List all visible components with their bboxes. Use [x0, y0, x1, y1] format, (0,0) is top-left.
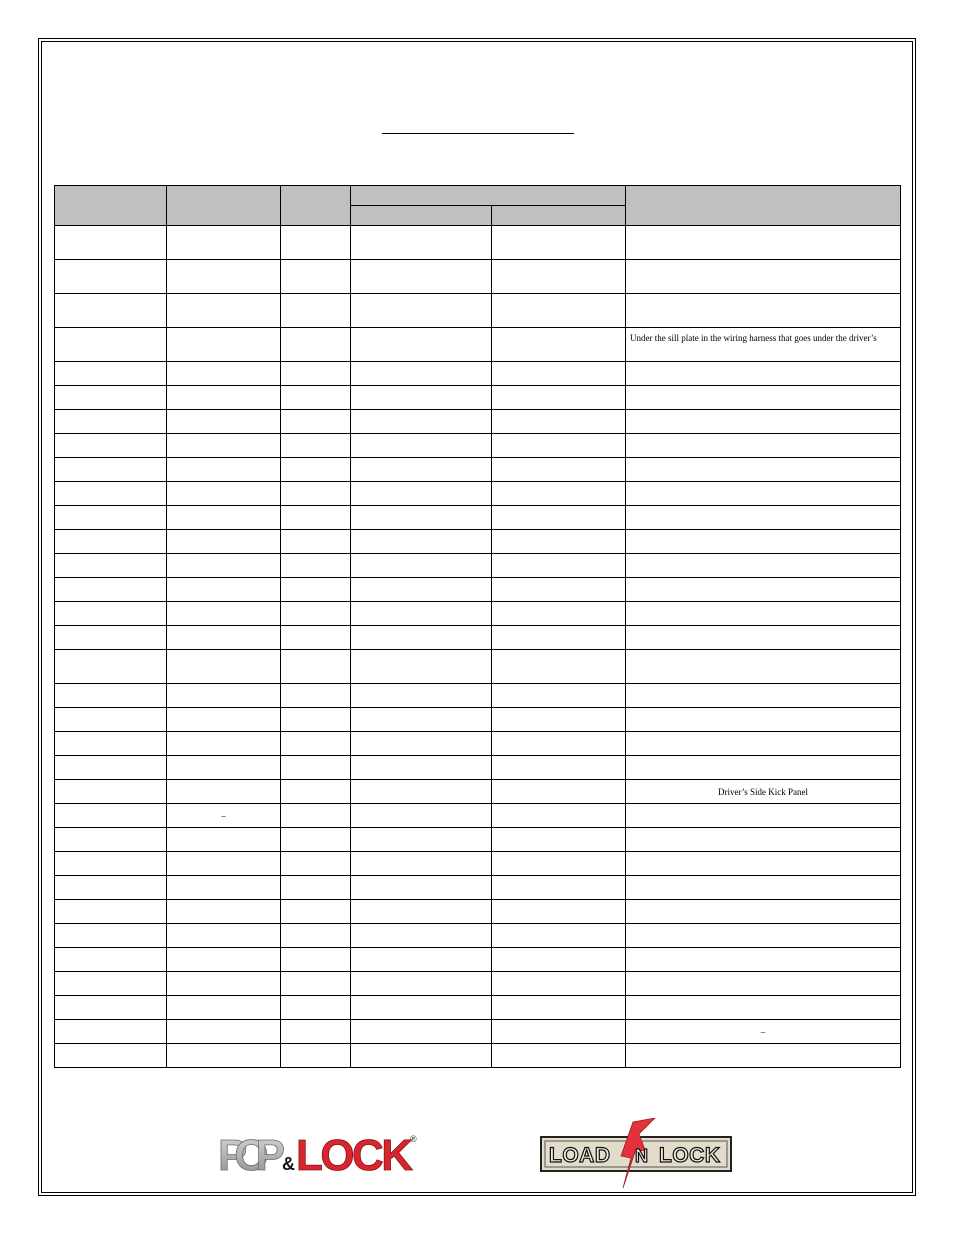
table-cell — [167, 996, 281, 1020]
table-row — [55, 328, 901, 362]
location-cell — [626, 554, 901, 578]
table-cell: – — [167, 804, 281, 828]
location-cell — [626, 996, 901, 1020]
table-cell — [281, 410, 351, 434]
table-cell — [167, 386, 281, 410]
table-cell — [351, 530, 492, 554]
title-underline — [382, 133, 574, 134]
table-cell — [492, 828, 626, 852]
table-cell — [351, 294, 492, 328]
table-cell — [492, 756, 626, 780]
location-cell — [626, 482, 901, 506]
table-cell — [167, 434, 281, 458]
logo-n-text: N — [635, 1146, 648, 1166]
table-cell — [281, 482, 351, 506]
table-cell — [351, 260, 492, 294]
location-cell — [626, 1044, 901, 1068]
table-cell — [351, 506, 492, 530]
table-cell — [167, 482, 281, 506]
table-cell — [281, 876, 351, 900]
table-cell — [55, 602, 167, 626]
table-cell — [167, 458, 281, 482]
table-row — [55, 828, 901, 852]
table-row — [55, 948, 901, 972]
table-cell — [281, 852, 351, 876]
table-cell — [492, 602, 626, 626]
header-cell — [626, 186, 901, 226]
table-cell — [167, 1044, 281, 1068]
table-cell — [492, 1020, 626, 1044]
table-cell — [281, 1020, 351, 1044]
table-cell — [55, 996, 167, 1020]
table-cell — [492, 708, 626, 732]
table-cell — [351, 852, 492, 876]
table-cell — [55, 684, 167, 708]
table-cell — [167, 410, 281, 434]
table-cell — [55, 1044, 167, 1068]
table-cell — [55, 732, 167, 756]
location-cell — [626, 948, 901, 972]
table-cell — [281, 732, 351, 756]
table-cell — [281, 924, 351, 948]
location-cell — [626, 458, 901, 482]
table-row — [55, 458, 901, 482]
table-cell — [55, 294, 167, 328]
table-cell — [351, 972, 492, 996]
table-cell — [492, 482, 626, 506]
location-cell: Under the sill plate in the wiring harness that goes under the driver’s — [626, 328, 901, 362]
table-cell — [167, 362, 281, 386]
table-cell — [492, 948, 626, 972]
table-cell — [281, 260, 351, 294]
table-cell — [351, 328, 492, 362]
table-cell — [351, 602, 492, 626]
location-cell — [626, 828, 901, 852]
table-cell — [281, 530, 351, 554]
table-cell — [492, 410, 626, 434]
table-row — [55, 708, 901, 732]
location-cell — [626, 972, 901, 996]
table-cell — [167, 948, 281, 972]
table-cell — [492, 996, 626, 1020]
table-body — [55, 226, 901, 1068]
table-cell — [492, 732, 626, 756]
table-cell — [492, 362, 626, 386]
table-cell — [167, 328, 281, 362]
table-cell — [55, 900, 167, 924]
header-subcell — [351, 206, 492, 226]
table-cell — [492, 924, 626, 948]
header-cell-group — [351, 186, 626, 206]
table-row — [55, 650, 901, 684]
table-row — [55, 876, 901, 900]
table-row — [55, 294, 901, 328]
table-row — [55, 756, 901, 780]
table-row — [55, 804, 901, 828]
table-cell — [281, 602, 351, 626]
table-cell — [351, 780, 492, 804]
location-cell — [626, 626, 901, 650]
table-cell — [351, 996, 492, 1020]
table-cell — [351, 482, 492, 506]
header-cell — [167, 186, 281, 226]
table-cell — [167, 626, 281, 650]
table-row — [55, 996, 901, 1020]
location-cell: – — [626, 1020, 901, 1044]
table-cell — [492, 458, 626, 482]
header-cell — [281, 186, 351, 226]
table-row — [55, 1044, 901, 1068]
table-cell — [167, 972, 281, 996]
table-cell — [492, 328, 626, 362]
table-cell — [351, 578, 492, 602]
table-cell — [281, 386, 351, 410]
table-cell — [281, 328, 351, 362]
logo-amp-text: & — [282, 1154, 295, 1174]
table-cell — [167, 554, 281, 578]
table-cell — [281, 650, 351, 684]
table-cell — [281, 434, 351, 458]
table-cell — [167, 578, 281, 602]
table-row — [55, 626, 901, 650]
table-cell — [167, 530, 281, 554]
table-cell — [167, 602, 281, 626]
table-row — [55, 602, 901, 626]
table-cell — [167, 780, 281, 804]
table-row — [55, 482, 901, 506]
table-cell — [167, 708, 281, 732]
table-cell — [281, 362, 351, 386]
table-cell — [492, 226, 626, 260]
table-cell — [55, 362, 167, 386]
table-cell — [351, 650, 492, 684]
table-row — [55, 434, 901, 458]
location-cell — [626, 900, 901, 924]
location-cell — [626, 260, 901, 294]
table-cell — [55, 924, 167, 948]
table-cell — [281, 554, 351, 578]
location-cell — [626, 530, 901, 554]
table-cell — [281, 458, 351, 482]
location-cell — [626, 852, 901, 876]
table-cell — [55, 530, 167, 554]
table-cell — [167, 650, 281, 684]
table-cell — [55, 852, 167, 876]
table-cell — [55, 554, 167, 578]
location-cell — [626, 708, 901, 732]
table-cell — [167, 732, 281, 756]
table-cell — [281, 972, 351, 996]
location-cell — [626, 410, 901, 434]
table-cell — [492, 852, 626, 876]
table-cell — [55, 708, 167, 732]
table-cell — [351, 708, 492, 732]
table-cell — [167, 924, 281, 948]
table-cell — [281, 226, 351, 260]
location-cell — [626, 362, 901, 386]
table-cell — [281, 948, 351, 972]
table-row — [55, 506, 901, 530]
table-cell — [55, 650, 167, 684]
table-cell — [492, 780, 626, 804]
table-cell — [55, 260, 167, 294]
table-cell — [492, 530, 626, 554]
location-cell — [626, 650, 901, 684]
table-cell — [281, 780, 351, 804]
table-cell — [55, 410, 167, 434]
location-cell — [626, 226, 901, 260]
location-cell — [626, 804, 901, 828]
table-row — [55, 226, 901, 260]
table-cell — [492, 506, 626, 530]
location-cell — [626, 506, 901, 530]
header-cell — [55, 186, 167, 226]
table-cell — [492, 386, 626, 410]
table-cell — [55, 578, 167, 602]
table-cell — [55, 226, 167, 260]
table-cell — [55, 756, 167, 780]
table-cell — [351, 828, 492, 852]
table-cell — [167, 828, 281, 852]
header-subcell — [492, 206, 626, 226]
location-cell — [626, 732, 901, 756]
table-row — [55, 852, 901, 876]
table-cell — [351, 434, 492, 458]
location-cell — [626, 924, 901, 948]
table-cell — [281, 626, 351, 650]
table-cell — [351, 804, 492, 828]
table-cell — [55, 328, 167, 362]
table-cell — [492, 554, 626, 578]
table-cell — [281, 996, 351, 1020]
location-cell — [626, 756, 901, 780]
table-cell — [492, 876, 626, 900]
location-cell: Driver’s Side Kick Panel — [626, 780, 901, 804]
table-cell — [55, 506, 167, 530]
logo-pop-text: POP — [218, 1131, 282, 1176]
table-cell — [351, 410, 492, 434]
table-cell — [281, 900, 351, 924]
table-cell — [55, 434, 167, 458]
table-row — [55, 260, 901, 294]
table-cell — [492, 900, 626, 924]
table-cell — [167, 756, 281, 780]
wiring-table — [54, 185, 901, 1068]
table-cell — [167, 506, 281, 530]
table-cell — [492, 578, 626, 602]
table-row — [55, 972, 901, 996]
logo-lock-text: LOCK — [296, 1131, 410, 1176]
table-cell — [351, 684, 492, 708]
table-row — [55, 362, 901, 386]
table-row — [55, 530, 901, 554]
table-row — [55, 900, 901, 924]
location-cell — [626, 684, 901, 708]
logo-load-text: LOAD — [549, 1144, 611, 1167]
table-cell — [167, 294, 281, 328]
location-cell — [626, 876, 901, 900]
table-cell — [167, 876, 281, 900]
table-cell — [351, 554, 492, 578]
table-cell — [351, 1044, 492, 1068]
table-cell — [281, 578, 351, 602]
table-cell — [167, 900, 281, 924]
table-cell — [492, 434, 626, 458]
table-cell — [492, 804, 626, 828]
table-cell — [351, 1020, 492, 1044]
pop-and-lock-logo — [216, 1130, 418, 1176]
table-cell — [351, 948, 492, 972]
table-cell — [281, 828, 351, 852]
table-cell — [55, 626, 167, 650]
location-cell — [626, 578, 901, 602]
table-cell — [351, 732, 492, 756]
table-row — [55, 732, 901, 756]
table-row — [55, 924, 901, 948]
table-cell — [55, 948, 167, 972]
location-cell — [626, 602, 901, 626]
table-cell — [492, 650, 626, 684]
table-row — [55, 780, 901, 804]
table-cell — [351, 458, 492, 482]
table-cell — [167, 684, 281, 708]
table-row — [55, 554, 901, 578]
footer-logos — [0, 1118, 954, 1190]
table-cell — [281, 804, 351, 828]
table-cell — [492, 626, 626, 650]
load-n-lock-logo — [539, 1118, 733, 1190]
location-cell — [626, 294, 901, 328]
table-row — [55, 1020, 901, 1044]
table-cell — [55, 780, 167, 804]
table-cell — [351, 924, 492, 948]
table-cell — [55, 458, 167, 482]
table-cell — [492, 684, 626, 708]
table-cell — [55, 1020, 167, 1044]
table-cell — [281, 1044, 351, 1068]
table-cell — [55, 386, 167, 410]
table-cell — [281, 506, 351, 530]
table-cell — [492, 294, 626, 328]
table-row — [55, 410, 901, 434]
table-cell — [55, 482, 167, 506]
table-cell — [351, 362, 492, 386]
table-cell — [167, 260, 281, 294]
table-cell — [492, 260, 626, 294]
table-row — [55, 578, 901, 602]
table-cell — [351, 756, 492, 780]
table-cell — [55, 804, 167, 828]
table-cell — [351, 900, 492, 924]
table-cell — [492, 1044, 626, 1068]
table-cell — [281, 294, 351, 328]
location-cell — [626, 386, 901, 410]
table-cell — [55, 972, 167, 996]
table-cell — [167, 226, 281, 260]
table-row — [55, 684, 901, 708]
table-cell — [351, 876, 492, 900]
table-cell — [167, 852, 281, 876]
logo-registered-mark: ® — [410, 1134, 417, 1144]
table-cell — [281, 684, 351, 708]
table-cell — [492, 972, 626, 996]
logo-lock-text-2: LOCK — [659, 1144, 721, 1167]
table-header-row — [55, 186, 901, 206]
table-cell — [351, 386, 492, 410]
table-cell — [55, 828, 167, 852]
table-cell — [167, 1020, 281, 1044]
table-cell — [281, 708, 351, 732]
table-cell — [55, 876, 167, 900]
table-row — [55, 386, 901, 410]
table-cell — [351, 626, 492, 650]
location-cell — [626, 434, 901, 458]
table-cell — [351, 226, 492, 260]
table-cell — [281, 756, 351, 780]
